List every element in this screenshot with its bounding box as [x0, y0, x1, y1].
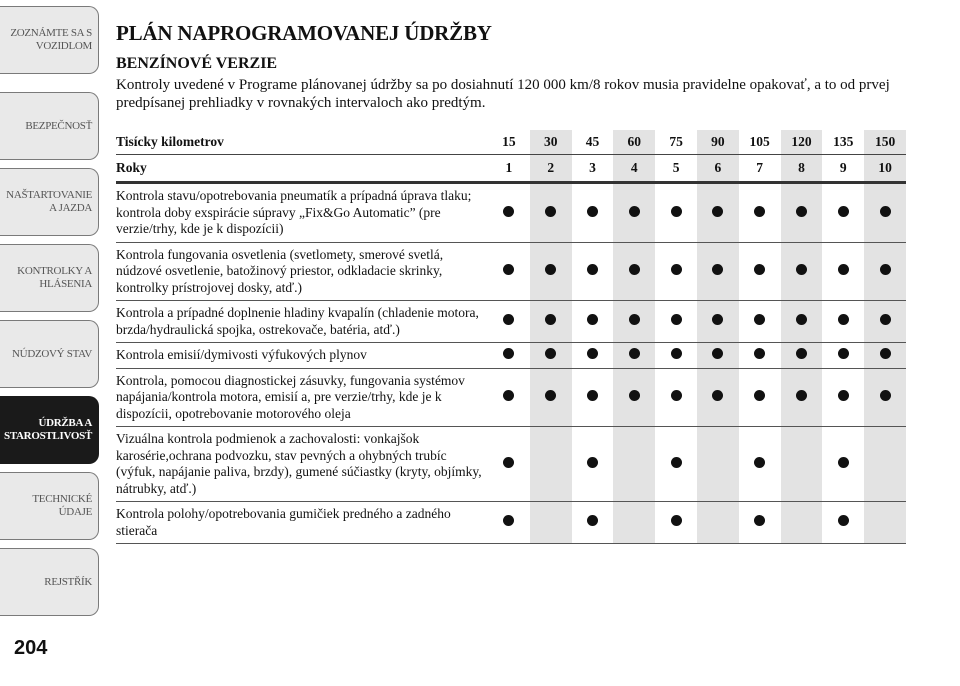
interval-cell: [572, 343, 614, 369]
interval-cell: [613, 183, 655, 243]
check-dot-icon: [503, 457, 514, 468]
interval-cell: [822, 301, 864, 343]
interval-cell: [530, 242, 572, 301]
kilometers-value: 105: [749, 133, 770, 149]
interval-cell: [613, 242, 655, 301]
year-value: 4: [613, 155, 655, 183]
interval-cell: [572, 427, 614, 502]
interval-cell: [864, 343, 906, 369]
check-dot-icon: [671, 390, 682, 401]
interval-cell: [822, 242, 864, 301]
interval-cell: [781, 183, 823, 243]
interval-cell: [822, 502, 864, 544]
interval-cell: [530, 502, 572, 544]
year-value: 9: [839, 159, 847, 175]
interval-cell: [488, 502, 530, 544]
check-dot-icon: [503, 206, 514, 217]
kilometers-value: 30: [530, 130, 572, 155]
interval-cell: [613, 301, 655, 343]
table-row: [116, 242, 906, 301]
interval-cell: [697, 301, 739, 343]
check-dot-icon: [712, 206, 723, 217]
check-dot-icon: [880, 206, 891, 217]
check-dot-icon: [629, 264, 640, 275]
interval-cell: [822, 183, 864, 243]
interval-cell: [697, 502, 739, 544]
chapter-tab[interactable]: [0, 168, 99, 236]
page-header: [116, 20, 908, 112]
year-value: 1: [505, 159, 513, 175]
check-dot-icon: [880, 348, 891, 359]
interval-cell: [781, 502, 823, 544]
check-dot-icon: [587, 390, 598, 401]
chapter-tab-label: ÚDRŽBA A STAROSTLIVOSŤ: [4, 417, 92, 442]
interval-cell: [864, 368, 906, 427]
check-dot-icon: [671, 457, 682, 468]
table-row: [116, 427, 906, 502]
check-dot-icon: [587, 348, 598, 359]
chapter-tab-label: REJSTŘÍK: [44, 575, 92, 588]
interval-cell: [739, 368, 781, 427]
interval-cell: [697, 242, 739, 301]
kilometers-label: Tisícky kilometrov: [116, 133, 224, 149]
chapter-tabs: [0, 0, 100, 686]
check-dot-icon: [754, 348, 765, 359]
check-dot-icon: [796, 206, 807, 217]
interval-cell: [864, 242, 906, 301]
interval-cell: [697, 427, 739, 502]
interval-cell: [822, 427, 864, 502]
interval-cell: [739, 502, 781, 544]
check-dot-icon: [712, 264, 723, 275]
chapter-tab-label: KONTROLKY A HLÁSENIA: [17, 265, 92, 290]
years-label: Roky: [116, 159, 147, 175]
interval-cell: [864, 427, 906, 502]
interval-cell: [530, 368, 572, 427]
check-dot-icon: [754, 390, 765, 401]
check-dot-icon: [503, 348, 514, 359]
interval-cell: [572, 368, 614, 427]
check-dot-icon: [754, 206, 765, 217]
year-value: 5: [672, 159, 680, 175]
check-dot-icon: [503, 314, 514, 325]
check-dot-icon: [545, 390, 556, 401]
interval-cell: [739, 242, 781, 301]
interval-cell: [655, 502, 697, 544]
check-dot-icon: [754, 264, 765, 275]
interval-cell: [488, 343, 530, 369]
interval-cell: [613, 502, 655, 544]
check-description: Kontrola polohy/opotrebovania gumičiek predného a zadného stierača: [116, 506, 451, 538]
kilometers-value: 135: [833, 133, 854, 149]
check-dot-icon: [503, 390, 514, 401]
year-value: 8: [781, 155, 823, 183]
kilometers-header-row: [116, 130, 906, 155]
check-dot-icon: [587, 457, 598, 468]
kilometers-value: 60: [613, 130, 655, 155]
interval-cell: [613, 343, 655, 369]
table-row: [116, 183, 906, 243]
chapter-tab[interactable]: [0, 244, 99, 312]
check-dot-icon: [503, 515, 514, 526]
check-description: Kontrola a prípadné doplnenie hladiny kvapalín (chladenie motora, brzda/hydraulická spojka, ostrekovače, batéria, atď.): [116, 305, 479, 337]
year-value: 3: [589, 159, 596, 175]
check-dot-icon: [629, 314, 640, 325]
interval-cell: [822, 343, 864, 369]
check-dot-icon: [796, 314, 807, 325]
kilometers-value: 150: [864, 130, 906, 155]
check-dot-icon: [754, 515, 765, 526]
interval-cell: [572, 301, 614, 343]
check-dot-icon: [880, 390, 891, 401]
check-dot-icon: [629, 348, 640, 359]
interval-cell: [739, 343, 781, 369]
interval-cell: [655, 427, 697, 502]
check-description: Kontrola fungovania osvetlenia (svetlomety, smerové svetlá, núdzové osvetlenie, batožinový priestor, odkladacie skrinky, kontrolky prístrojovej dosky, atď.): [116, 246, 444, 295]
chapter-tab-label: ZOZNÁMTE SA S VOZIDLOM: [10, 27, 92, 52]
chapter-tab-label: NÚDZOVÝ STAV: [12, 347, 92, 360]
interval-cell: [864, 502, 906, 544]
chapter-tab[interactable]: [0, 548, 99, 616]
check-description: Kontrola stavu/opotrebovania pneumatík a prípadná úprava tlaku; kontrola doby exspirácie súpravy „Fix&Go Automatic” (pre verzie/trhy, kde je k dispozícii): [116, 188, 472, 236]
interval-cell: [739, 183, 781, 243]
chapter-tab-label: TECHNICKÉ ÚDAJE: [32, 493, 92, 518]
table-row: [116, 301, 906, 343]
check-dot-icon: [838, 314, 849, 325]
table-row: [116, 368, 906, 427]
check-dot-icon: [503, 264, 514, 275]
chapter-tab[interactable]: [0, 6, 99, 74]
interval-cell: [488, 368, 530, 427]
interval-cell: [781, 343, 823, 369]
check-description: Vizuálna kontrola podmienok a zachovalosti: vonkajšok karosérie,ochrana podvozku, stav pevných a ohybných trubíc (výfuk, napájanie paliva, brzdy), gumené súčiastky (kryty, objímky, nátrubky, atď.): [116, 431, 482, 496]
check-dot-icon: [545, 348, 556, 359]
interval-cell: [488, 427, 530, 502]
check-dot-icon: [838, 457, 849, 468]
check-dot-icon: [754, 457, 765, 468]
interval-cell: [488, 183, 530, 243]
interval-cell: [655, 183, 697, 243]
check-dot-icon: [796, 390, 807, 401]
interval-cell: [781, 368, 823, 427]
check-dot-icon: [712, 390, 723, 401]
chapter-tab-label: BEZPEČNOSŤ: [25, 119, 92, 132]
page-title: PLÁN NAPROGRAMOVANEJ ÚDRŽBY: [116, 21, 492, 45]
maintenance-schedule-table: [116, 130, 906, 544]
interval-cell: [572, 183, 614, 243]
section-subtitle: BENZÍNOVÉ VERZIE: [116, 55, 278, 72]
interval-cell: [530, 301, 572, 343]
check-dot-icon: [587, 206, 598, 217]
check-dot-icon: [545, 264, 556, 275]
check-dot-icon: [671, 264, 682, 275]
check-dot-icon: [712, 314, 723, 325]
interval-cell: [781, 427, 823, 502]
check-dot-icon: [838, 390, 849, 401]
check-dot-icon: [587, 264, 598, 275]
kilometers-value: 90: [697, 130, 739, 155]
check-dot-icon: [754, 314, 765, 325]
intro-paragraph: Kontroly uvedené v Programe plánovanej údržby sa po dosiahnutí 120 000 km/8 rokov musia pravidelne opakovať, a to od prvej predpísanej prehliadky v rovnakých intervaloch ako predtým.: [116, 77, 890, 111]
interval-cell: [572, 242, 614, 301]
year-value: 6: [697, 155, 739, 183]
check-dot-icon: [796, 348, 807, 359]
kilometers-value: 45: [585, 133, 600, 149]
interval-cell: [697, 183, 739, 243]
check-dot-icon: [671, 206, 682, 217]
check-dot-icon: [880, 264, 891, 275]
check-dot-icon: [671, 515, 682, 526]
check-dot-icon: [545, 206, 556, 217]
check-dot-icon: [880, 314, 891, 325]
check-dot-icon: [838, 348, 849, 359]
page-number: 204: [14, 637, 48, 659]
interval-cell: [655, 301, 697, 343]
year-value: 7: [756, 159, 764, 175]
interval-cell: [613, 427, 655, 502]
check-dot-icon: [796, 264, 807, 275]
interval-cell: [530, 343, 572, 369]
check-dot-icon: [671, 348, 682, 359]
interval-cell: [488, 242, 530, 301]
check-dot-icon: [629, 206, 640, 217]
chapter-tab[interactable]: [0, 320, 99, 388]
interval-cell: [864, 183, 906, 243]
chapter-tab[interactable]: [0, 472, 99, 540]
year-value: 10: [864, 155, 906, 183]
interval-cell: [781, 301, 823, 343]
years-header-row: [116, 155, 906, 183]
interval-cell: [697, 343, 739, 369]
interval-cell: [864, 301, 906, 343]
check-dot-icon: [838, 264, 849, 275]
check-description: Kontrola emisií/dymivosti výfukových plynov: [116, 347, 367, 362]
interval-cell: [488, 301, 530, 343]
check-dot-icon: [587, 314, 598, 325]
chapter-tab-label: NAŠTARTOVANIE A JAZDA: [6, 189, 92, 214]
kilometers-value: 75: [669, 133, 683, 149]
chapter-tab[interactable]: [0, 396, 99, 464]
interval-cell: [655, 343, 697, 369]
interval-cell: [613, 368, 655, 427]
check-dot-icon: [629, 390, 640, 401]
interval-cell: [822, 368, 864, 427]
table-row: [116, 502, 906, 544]
table-row: [116, 343, 906, 369]
check-dot-icon: [671, 314, 682, 325]
check-dot-icon: [838, 515, 849, 526]
interval-cell: [530, 183, 572, 243]
chapter-tab[interactable]: [0, 92, 99, 160]
check-dot-icon: [712, 348, 723, 359]
interval-cell: [572, 502, 614, 544]
check-dot-icon: [838, 206, 849, 217]
interval-cell: [739, 301, 781, 343]
year-value: 2: [530, 155, 572, 183]
check-dot-icon: [545, 314, 556, 325]
interval-cell: [739, 427, 781, 502]
interval-cell: [655, 368, 697, 427]
interval-cell: [655, 242, 697, 301]
kilometers-value: 15: [502, 133, 516, 149]
interval-cell: [697, 368, 739, 427]
kilometers-value: 120: [781, 130, 823, 155]
interval-cell: [781, 242, 823, 301]
check-description: Kontrola, pomocou diagnostickej zásuvky, fungovania systémov napájania/kontrola motora, emisií a, pre verzie/trhy, kde je k dispozícii, opotrebovanie motorového oleja: [116, 372, 465, 421]
interval-cell: [530, 427, 572, 502]
check-dot-icon: [587, 515, 598, 526]
